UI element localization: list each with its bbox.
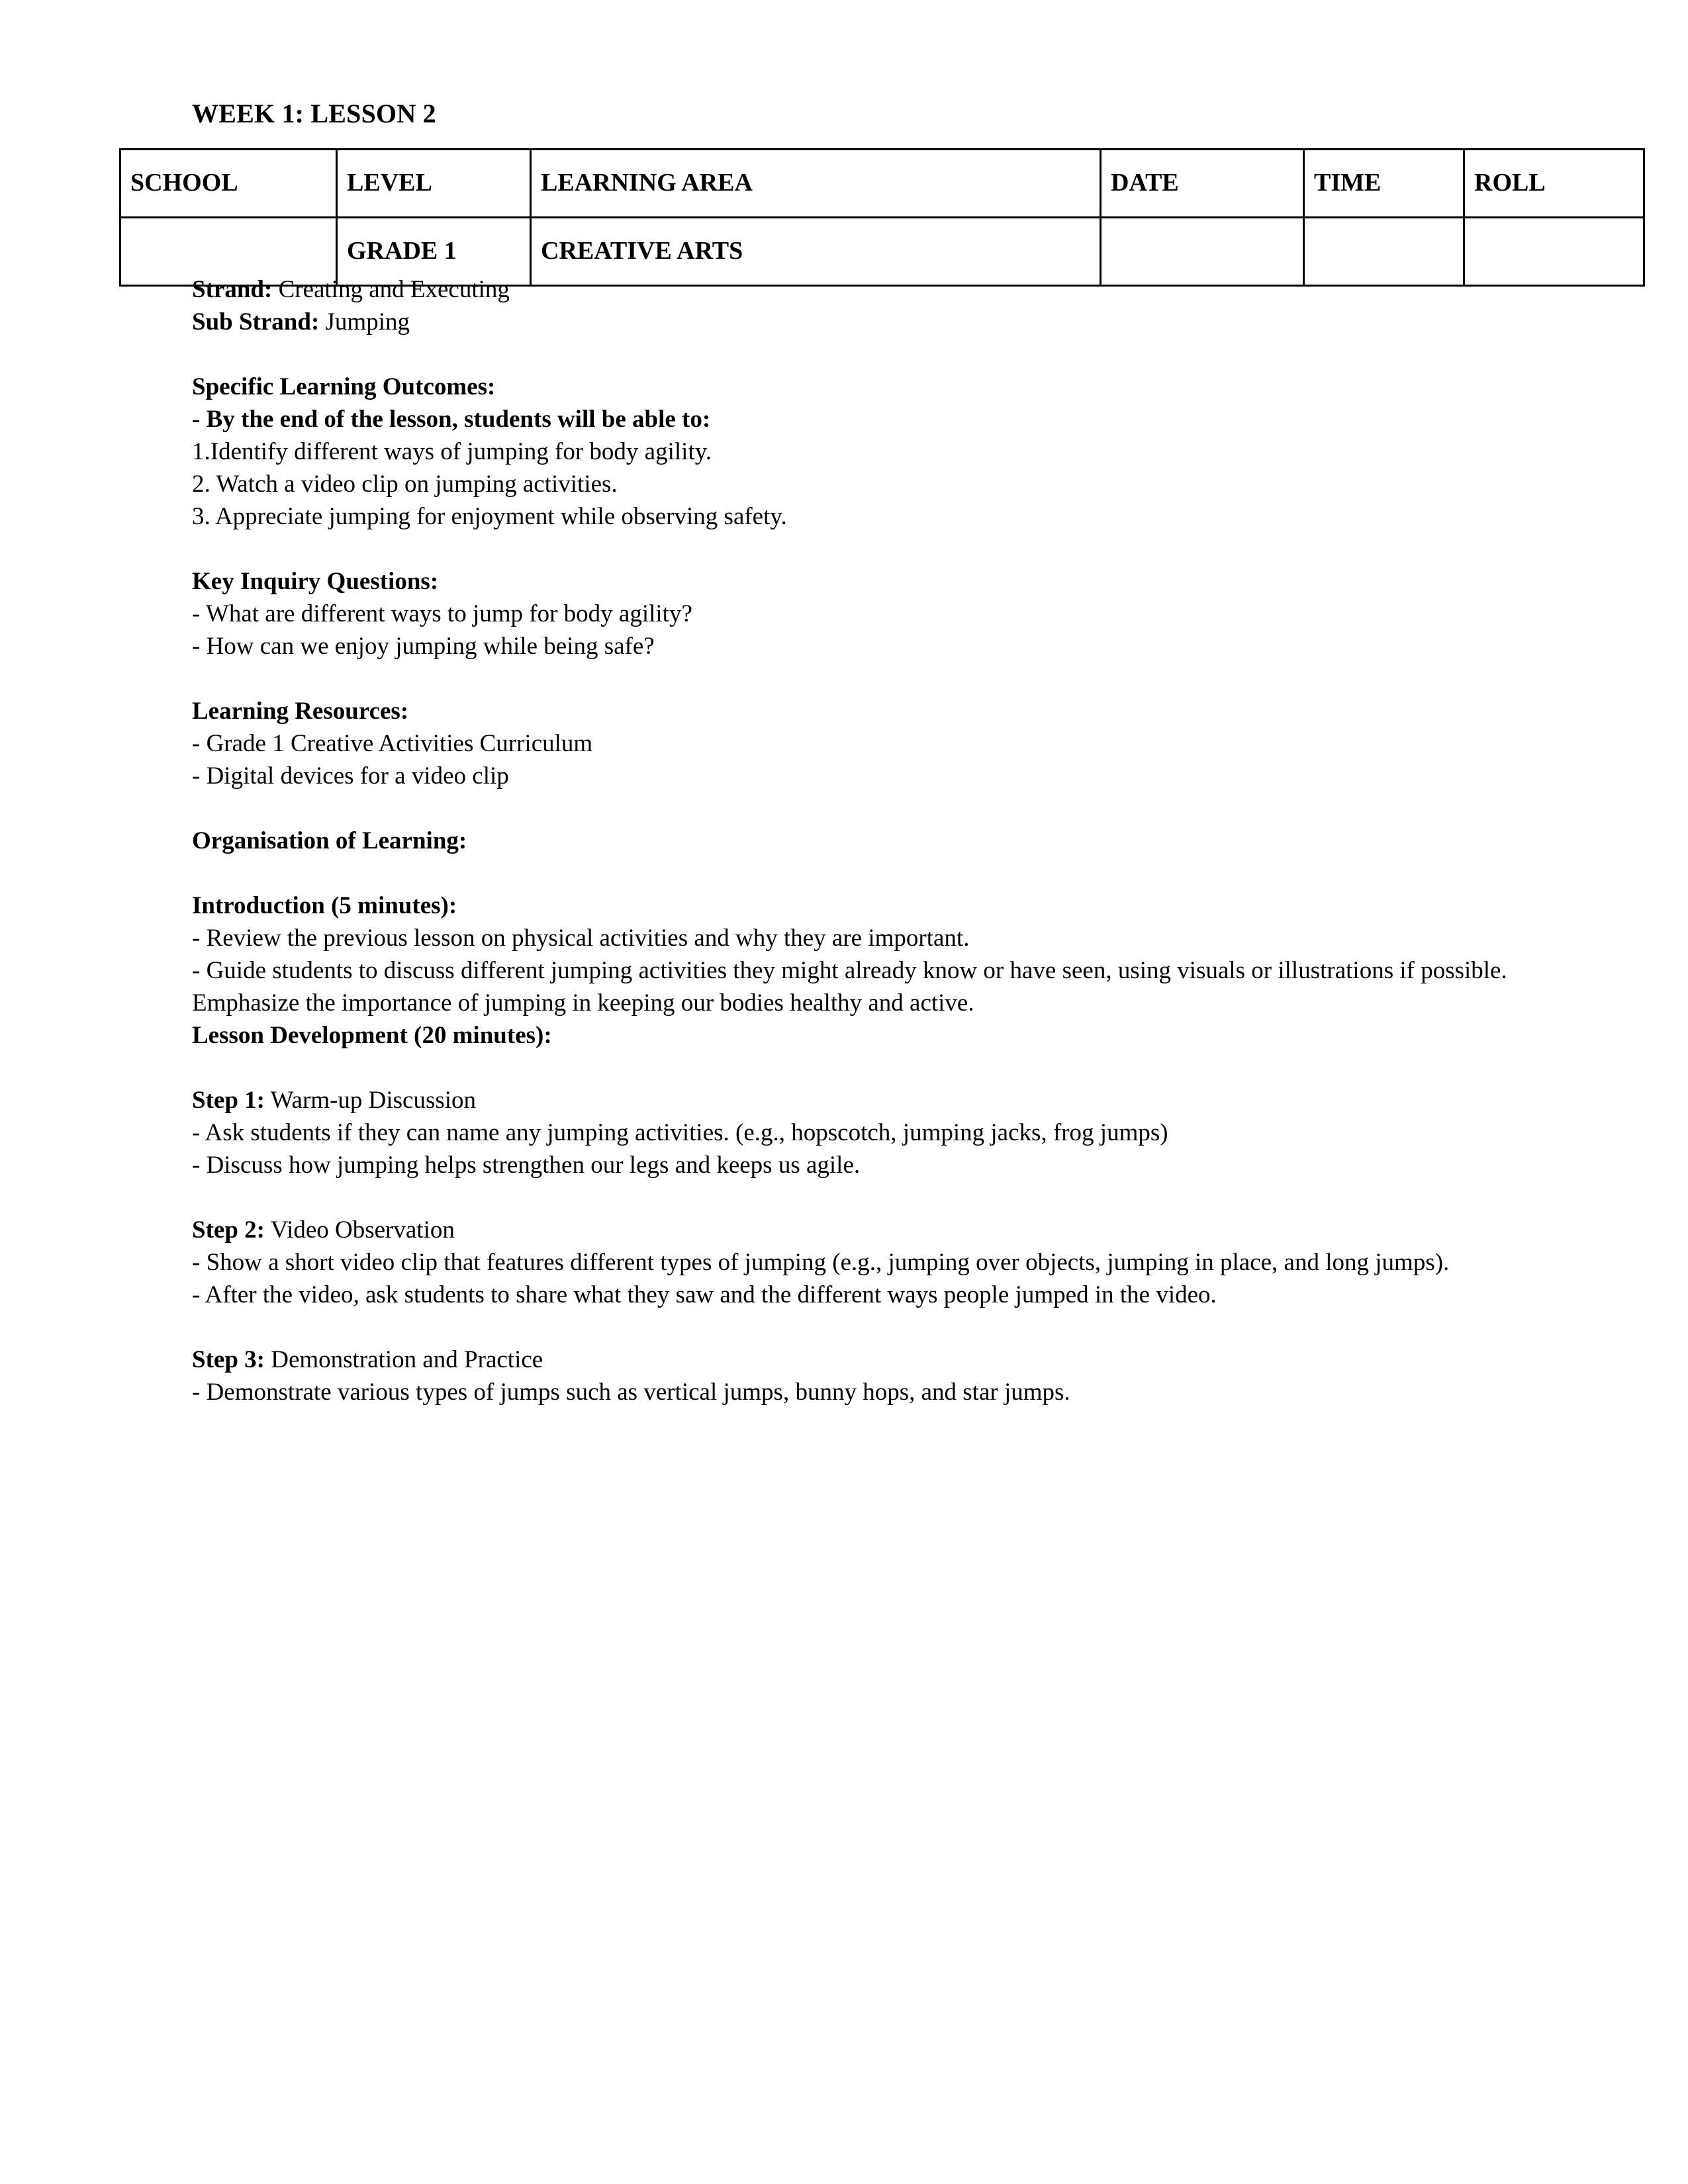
strand-label: Strand: <box>192 276 273 303</box>
step-1-item: - Discuss how jumping helps strengthen our legs and keeps us agile. <box>192 1152 861 1179</box>
step-3-title-line <box>192 1343 1519 1376</box>
introduction-item: - Guide students to discuss different jumping activities they might already know or have seen, using visuals or illustrations if possible. Emphasize the importance of jumping in keeping our bodies healthy and active. <box>192 957 1507 1017</box>
spacer <box>192 1181 1519 1214</box>
table-header-learning-area: LEARNING AREA <box>531 150 1101 218</box>
step-2-item: - Show a short video clip that features different types of jumping (e.g., jumping over objects, jumping in place, and long jumps). <box>192 1249 1450 1276</box>
key-inquiry-question-item: - How can we enjoy jumping while being safe? <box>192 633 655 660</box>
learning-outcome-item: 2. Watch a video clip on jumping activities. <box>192 471 618 498</box>
table-header-time: TIME <box>1304 150 1464 218</box>
step-1-title-line <box>192 1084 1519 1116</box>
lesson-info-table-wrapper <box>119 148 1575 287</box>
table-header-level: LEVEL <box>337 150 531 218</box>
step-2-title: Video Observation <box>264 1216 455 1244</box>
learning-outcome-item: 3. Appreciate jumping for enjoyment while observing safety. <box>192 503 787 530</box>
spacer <box>192 533 1519 565</box>
table-header-roll: ROLL <box>1464 150 1644 218</box>
step-2-title-line <box>192 1214 1519 1246</box>
spacer <box>192 1311 1519 1343</box>
spacer <box>192 792 1519 825</box>
specific-learning-outcomes-heading: Specific Learning Outcomes: <box>192 373 496 400</box>
table-header-date: DATE <box>1101 150 1304 218</box>
sub-strand-label: Sub Strand: <box>192 308 320 336</box>
strand-line <box>192 273 1519 306</box>
step-3-item: - Demonstrate various types of jumps such as vertical jumps, bunny hops, and star jumps. <box>192 1379 1070 1406</box>
learning-resource-item: - Grade 1 Creative Activities Curriculum <box>192 730 593 757</box>
sub-strand-value: Jumping <box>319 308 410 336</box>
introduction-item: - Review the previous lesson on physical activities and why they are important. <box>192 925 970 952</box>
step-2-label: Step 2: <box>192 1216 265 1244</box>
document-content <box>130 98 1546 1406</box>
lesson-development-heading: Lesson Development (20 minutes): <box>192 1022 552 1049</box>
introduction-heading: Introduction (5 minutes): <box>192 892 457 919</box>
table-header-school: SCHOOL <box>120 150 337 218</box>
learning-resources-heading: Learning Resources: <box>192 698 409 725</box>
strand-value: Creating and Executing <box>272 276 510 303</box>
page-title: WEEK 1: LESSON 2 <box>192 99 436 128</box>
step-3-title: Demonstration and Practice <box>264 1346 543 1373</box>
spacer <box>192 857 1519 889</box>
step-3-label: Step 3: <box>192 1346 265 1373</box>
table-cell-learning-area: CREATIVE ARTS <box>531 218 1101 286</box>
lesson-info-table <box>119 148 1645 287</box>
lesson-body <box>192 273 1519 1408</box>
organisation-of-learning-heading: Organisation of Learning: <box>192 827 467 854</box>
sub-strand-line <box>192 306 1519 338</box>
spacer <box>192 662 1519 695</box>
learning-resource-item: - Digital devices for a video clip <box>192 762 509 790</box>
step-1-title: Warm-up Discussion <box>264 1087 477 1114</box>
step-1-label: Step 1: <box>192 1087 265 1114</box>
step-2-item: - After the video, ask students to share what they saw and the different ways people jumped in the video. <box>192 1281 1217 1308</box>
key-inquiry-questions-heading: Key Inquiry Questions: <box>192 568 439 595</box>
table-header-row <box>120 150 1644 218</box>
spacer <box>192 1052 1519 1084</box>
key-inquiry-question-item: - What are different ways to jump for body agility? <box>192 600 692 627</box>
specific-learning-outcomes-subheading: - By the end of the lesson, students will be able to: <box>192 406 711 433</box>
step-1-item: - Ask students if they can name any jumping activities. (e.g., hopscotch, jumping jacks, frog jumps) <box>192 1119 1168 1146</box>
table-cell-level: GRADE 1 <box>337 218 531 286</box>
spacer <box>192 338 1519 371</box>
learning-outcome-item: 1.Identify different ways of jumping for body agility. <box>192 438 712 465</box>
